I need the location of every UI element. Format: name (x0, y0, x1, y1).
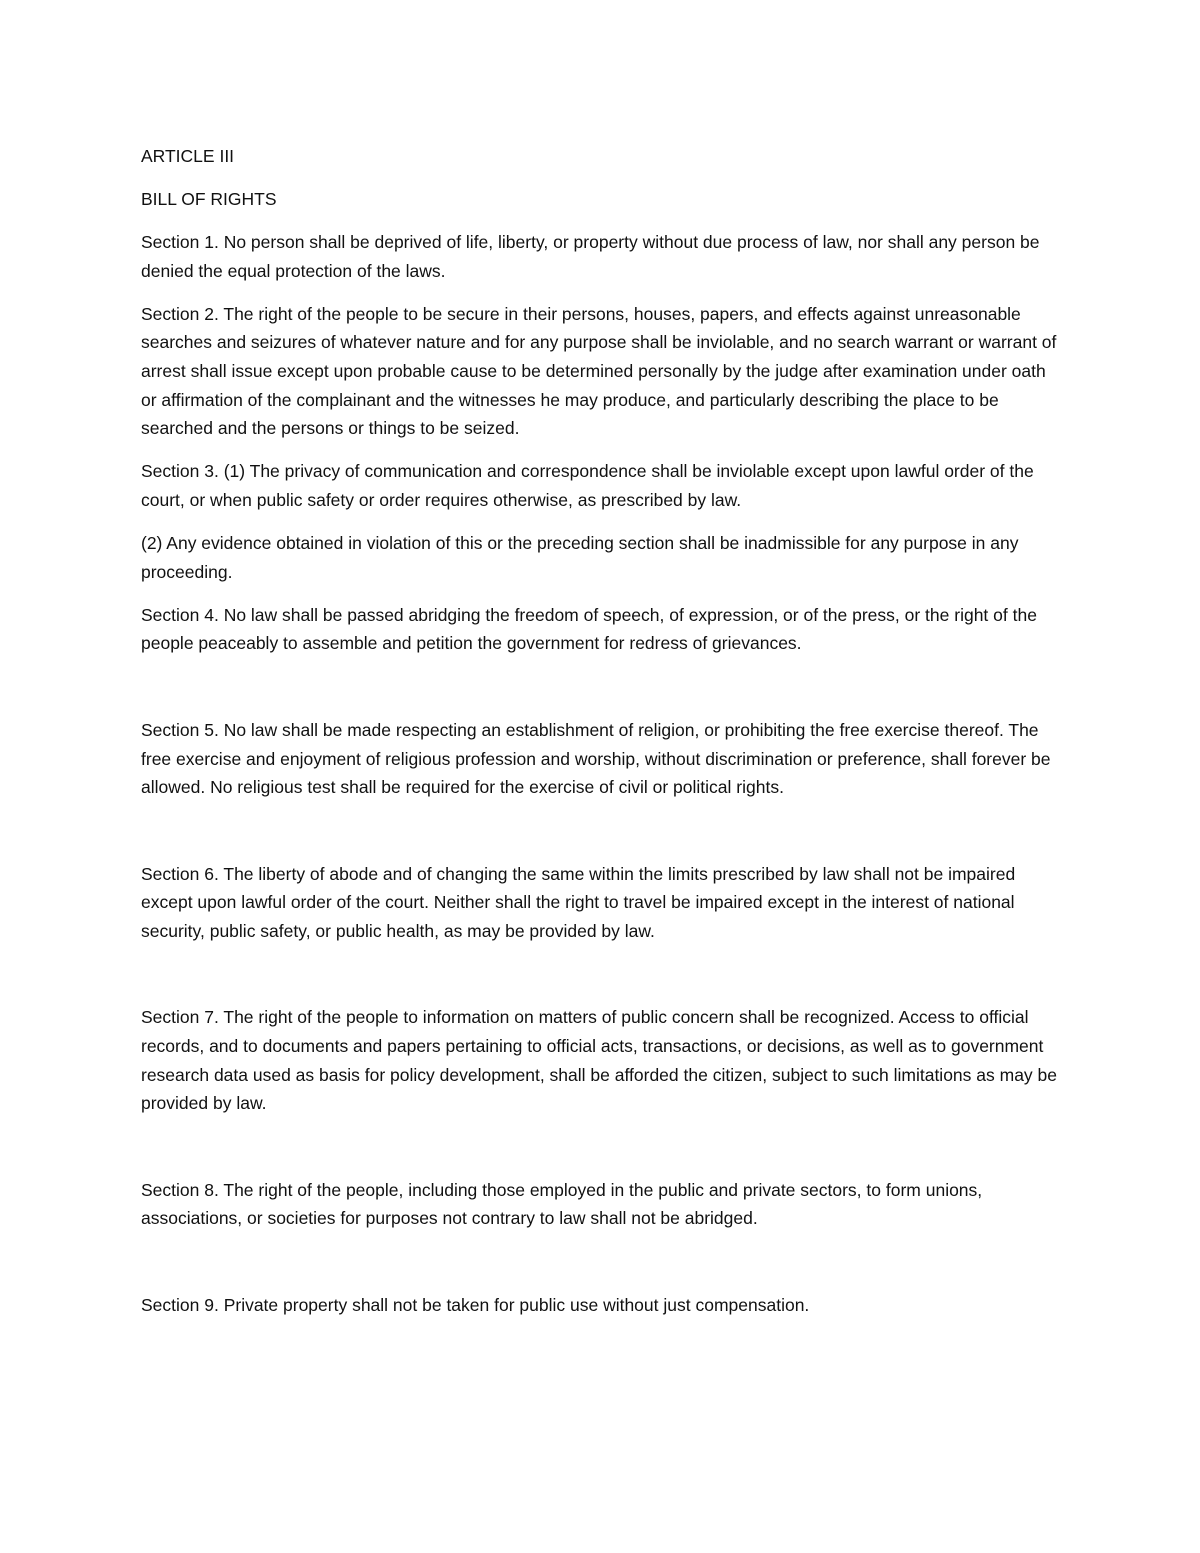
section-5: Section 5. No law shall be made respecting an establishment of religion, or prohibiting the free exercise thereof. The free exercise and enjoyment of religious profession and worship, without discrimination or preference, shall forever be allowed. No religious test shall be required for the exercise of civil or political rights. (141, 719, 1051, 798)
section-9: Section 9. Private property shall not be taken for public use without just compensation. (141, 1295, 810, 1316)
section-6: Section 6. The liberty of abode and of changing the same within the limits prescribed by law shall not be impaired except upon lawful order of the court. Neither shall the right to travel be impaired except in the interest of national security, public safety, or public health, as may be provided by law. (141, 863, 1016, 941)
section-3-clause-2: (2) Any evidence obtained in violation of this or the preceding section shall be inadmissible for any purpose in any proceeding. (141, 533, 1019, 582)
article-heading: BILL OF RIGHTS (141, 189, 277, 210)
section-1: Section 1. No person shall be deprived of life, liberty, or property without due process of law, nor shall any person be denied the equal protection of the laws. (141, 232, 1040, 281)
document-body (141, 142, 1061, 1334)
section-7: Section 7. The right of the people to information on matters of public concern shall be recognized. Access to official records, and to documents and papers pertaining to official acts, transactions, or decisions, as well as to government research data used as basis for policy development, shall be afforded the citizen, subject to such limitations as may be provided by law. (141, 1007, 1058, 1114)
section-4: Section 4. No law shall be passed abridging the freedom of speech, of expression, or of the press, or the right of the people peaceably to assemble and petition the government for redress of grievances. (141, 604, 1037, 654)
section-2: Section 2. The right of the people to be secure in their persons, houses, papers, and effects against unreasonable searches and seizures of whatever nature and for any purpose shall be inviolable, and no search warrant or warrant of arrest shall issue except upon probable cause to be determined personally by the judge after examination under oath or affirmation of the complainant and the witnesses he may produce, and particularly describing the place to be searched and the persons or things to be seized. (141, 303, 1057, 439)
section-3-clause-1: Section 3. (1) The privacy of communication and correspondence shall be inviolable except upon lawful order of the court, or when public safety or order requires otherwise, as prescribed by law. (141, 461, 1034, 510)
section-8: Section 8. The right of the people, including those employed in the public and private sectors, to form unions, associations, or societies for purposes not contrary to law shall not be abridged. (141, 1179, 983, 1229)
article-title: ARTICLE III (141, 146, 235, 166)
